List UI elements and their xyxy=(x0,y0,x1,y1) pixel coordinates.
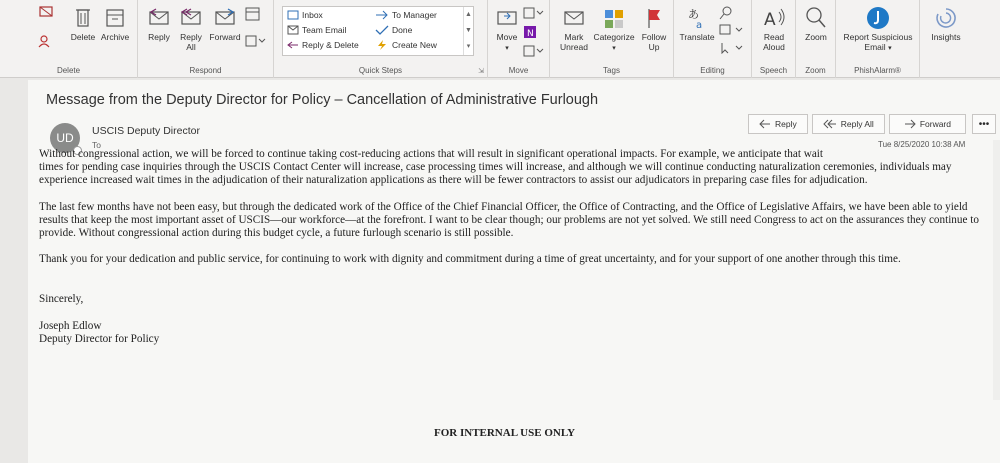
to-label: To xyxy=(92,140,101,150)
tags-group-label: Tags xyxy=(603,66,620,75)
mark-unread-label-2: Unread xyxy=(560,42,588,52)
reply-arrow-icon xyxy=(287,40,299,50)
mark-unread-label-1: Mark xyxy=(564,32,584,42)
quick-steps-scroll[interactable]: ▲ ▼ ▾ xyxy=(463,7,473,55)
body-paragraph-1: times for pending case inquiries through the USCIS Contact Center will increase, case processing times will increase, and although we will continue conducting naturalization ceremonies, individuals may experience increased wait times in the adjudication of their naturalization applications as there will be fewer contractors to assist our adjudicators in preparing case files for adjudication. xyxy=(39,161,952,187)
ignore-icon[interactable] xyxy=(38,4,54,20)
actions-icon[interactable] xyxy=(522,44,544,60)
arrow-right-icon xyxy=(375,10,389,20)
checkmark-icon xyxy=(375,25,389,35)
more-respond-icon[interactable] xyxy=(244,34,266,50)
move-group xyxy=(488,0,550,78)
zoom-button[interactable] xyxy=(798,6,834,42)
reply-all-action-label: Reply All xyxy=(840,119,874,129)
email-body xyxy=(39,148,989,347)
move-group-label: Move xyxy=(508,66,529,75)
zoom-group xyxy=(796,0,836,78)
move-button[interactable]: Move ▾ xyxy=(492,6,522,54)
insights-group xyxy=(920,0,972,78)
qs-to-manager-label: To Manager xyxy=(392,10,437,20)
svg-text:a: a xyxy=(696,20,703,30)
rules-icon[interactable] xyxy=(522,6,544,22)
reply-all-icon xyxy=(823,119,837,129)
follow-up-label-1: Follow xyxy=(641,32,667,42)
insights-label: Insights xyxy=(931,32,961,42)
flag-icon xyxy=(645,6,663,30)
select-cursor-icon[interactable] xyxy=(718,42,744,56)
signature-name: Joseph Edlow xyxy=(39,320,102,333)
body-cut-line: Without congressional action, we will be forced to continue taking cost-reducing actions that will result in significant operational impacts. For example, we anticipate that wait xyxy=(39,148,824,160)
read-aloud-button[interactable] xyxy=(756,6,792,52)
qs-done[interactable] xyxy=(375,25,412,35)
reading-pane xyxy=(28,80,1000,463)
translate-icon xyxy=(686,6,708,30)
message-actions xyxy=(748,114,996,134)
body-paragraph-2: The last few months have not been easy, but through the dedicated work of the Office of the Chief Financial Officer, the Office of Contracting, and the Office of Legislative Affairs, we have been able to yield results that keep the most important asset of USCIS—our workforce—at the forefront. I want to be clear though; our problems are not yet solved. We still need Congress to act on the assurances they continue to provide. Without congressional action during this budget cycle, a future furlough scenario is still possible. xyxy=(39,200,979,240)
qs-to-manager[interactable] xyxy=(375,10,437,20)
scrollbar[interactable] xyxy=(993,140,1000,400)
forward-button[interactable] xyxy=(208,6,242,42)
avatar-initials: UD xyxy=(56,131,74,145)
reply-action-label: Reply xyxy=(775,119,797,129)
people-icon[interactable] xyxy=(38,34,58,50)
archive-label: Archive xyxy=(100,32,130,42)
mail-icon xyxy=(287,25,299,35)
quick-steps-gallery xyxy=(282,6,474,56)
insights-button[interactable] xyxy=(926,6,966,42)
delete-label: Delete xyxy=(70,32,96,42)
reply-all-label-2: All xyxy=(186,42,196,52)
qs-team-email-label: Team Email xyxy=(302,25,347,35)
phishalarm-icon xyxy=(866,6,890,30)
delete-group xyxy=(0,0,138,78)
speech-group xyxy=(752,0,796,78)
related-icon[interactable] xyxy=(718,24,744,38)
lightning-icon xyxy=(375,40,389,50)
reply-button[interactable] xyxy=(144,6,174,42)
editing-group-label: Editing xyxy=(700,66,725,75)
read-aloud-icon xyxy=(762,6,786,30)
report-suspicious-email-button[interactable]: Report Suspicious Email ▾ xyxy=(838,6,918,54)
categorize-button[interactable]: Categorize ▾ xyxy=(592,6,636,54)
qs-create-new[interactable] xyxy=(375,40,437,50)
svg-text:あ: あ xyxy=(688,8,699,21)
email-subject: Message from the Deputy Director for Policy – Cancellation of Administrative Furlough xyxy=(46,92,599,108)
qs-inbox-label: Inbox xyxy=(302,10,323,20)
translate-button[interactable] xyxy=(678,6,716,42)
qs-reply-delete-label: Reply & Delete xyxy=(302,40,359,50)
read-aloud-label-1: Read xyxy=(763,32,785,42)
quick-steps-group xyxy=(274,0,488,78)
reply-all-label-1: Reply xyxy=(180,32,202,42)
categorize-label: Categorize xyxy=(593,32,635,42)
inbox-icon xyxy=(287,10,299,20)
report-label-1: Report Suspicious xyxy=(843,32,913,42)
svg-text:N: N xyxy=(527,29,534,38)
zoom-group-label: Zoom xyxy=(805,66,826,75)
editing-group xyxy=(674,0,752,78)
signature-title: Deputy Director for Policy xyxy=(39,333,160,346)
follow-up-button[interactable] xyxy=(638,6,670,52)
reply-action-button[interactable] xyxy=(748,114,808,134)
phishalarm-group-label: PhishAlarm® xyxy=(854,66,901,75)
respond-group-label: Respond xyxy=(189,66,222,75)
meeting-icon[interactable] xyxy=(244,6,262,24)
qs-create-new-label: Create New xyxy=(392,40,437,50)
read-aloud-label-2: Aloud xyxy=(763,42,785,52)
quick-steps-label: Quick Steps xyxy=(358,66,403,75)
move-label: Move xyxy=(496,32,518,42)
quick-steps-launcher-icon[interactable]: ⇲ xyxy=(478,68,484,75)
qs-reply-delete[interactable] xyxy=(287,40,359,50)
archive-button[interactable] xyxy=(98,6,132,42)
onenote-icon[interactable] xyxy=(524,26,536,40)
more-actions-button[interactable] xyxy=(972,114,996,134)
internal-use-footer: FOR INTERNAL USE ONLY xyxy=(434,427,576,439)
reply-icon xyxy=(759,119,771,129)
forward-action-button[interactable] xyxy=(889,114,966,134)
zoom-label: Zoom xyxy=(805,32,827,42)
delete-group-label: Delete xyxy=(56,66,81,75)
sent-date: Tue 8/25/2020 10:38 AM xyxy=(878,140,966,149)
reply-all-button[interactable] xyxy=(176,6,206,52)
delete-button[interactable] xyxy=(68,6,98,42)
insights-icon xyxy=(934,6,958,30)
forward-action-label: Forward xyxy=(919,119,951,129)
find-icon[interactable] xyxy=(718,6,734,22)
closing: Sincerely, xyxy=(39,292,84,305)
svg-text:A: A xyxy=(764,10,776,30)
ribbon-toolbar xyxy=(0,0,1000,78)
zoom-icon xyxy=(805,6,827,30)
body-paragraph-3: Thank you for your dedication and public service, for continuing to work with dignity and commitment during a time of great uncertainty, and for your support of one another through this time. xyxy=(39,253,901,266)
speech-group-label: Speech xyxy=(759,66,788,75)
follow-up-label-2: Up xyxy=(648,42,660,52)
translate-label: Translate xyxy=(679,32,715,42)
forward-icon xyxy=(904,119,916,129)
forward-label: Forward xyxy=(209,32,241,42)
mark-unread-button[interactable] xyxy=(556,6,592,52)
more-actions-label: ••• xyxy=(978,118,990,130)
reply-label: Reply xyxy=(148,32,170,42)
qs-team-email[interactable] xyxy=(287,25,346,35)
phishalarm-group xyxy=(836,0,920,78)
sender-name[interactable]: USCIS Deputy Director xyxy=(92,125,200,137)
respond-group xyxy=(138,0,274,78)
report-label-2: Email xyxy=(864,42,886,52)
qs-done-label: Done xyxy=(392,25,413,35)
reply-all-action-button[interactable] xyxy=(812,114,885,134)
tags-group xyxy=(550,0,674,78)
qs-inbox[interactable] xyxy=(287,10,323,20)
